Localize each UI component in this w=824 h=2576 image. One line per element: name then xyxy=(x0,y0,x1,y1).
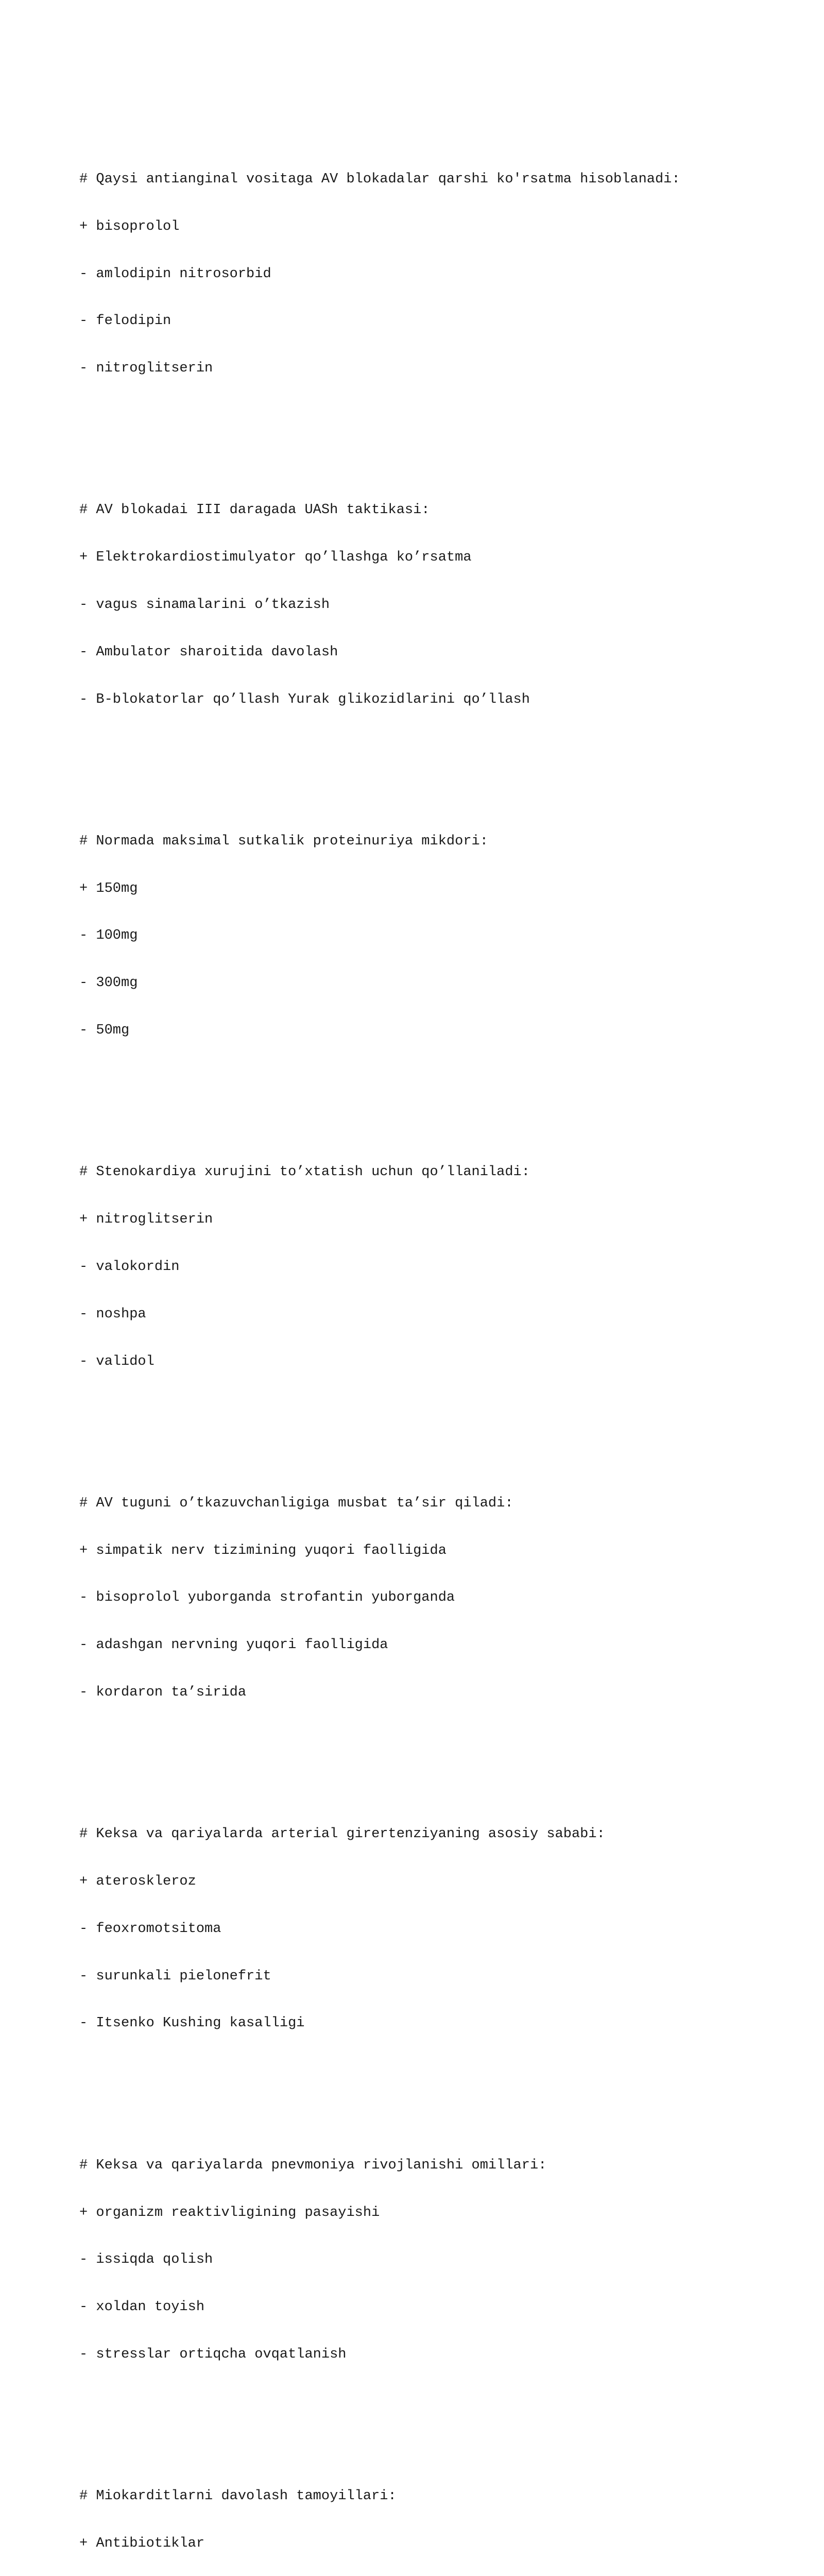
question-block-8 xyxy=(79,2457,749,2576)
answer-option: + Antibiotiklar xyxy=(79,2536,205,2552)
answer-option: - B-blokatorlar qo’llash Yurak glikozidlarini qo’llash xyxy=(79,691,530,707)
answer-option: + 150mg xyxy=(79,880,138,896)
question-block-4 xyxy=(79,1133,749,1401)
answer-option: - 50mg xyxy=(79,1023,130,1039)
answer-option: - nitroglitserin xyxy=(79,361,213,377)
question-text: # Keksa va qariyalarda arterial girertenziyaning asosiy sababi: xyxy=(79,1826,605,1842)
question-text: # Normada maksimal sutkalik proteinuriya mikdori: xyxy=(79,833,488,849)
answer-option: - amlodipin nitrosorbid xyxy=(79,266,271,282)
question-text: # Keksa va qariyalarda pnevmoniya rivojlanishi omillari: xyxy=(79,2157,547,2173)
answer-option: - felodipin xyxy=(79,313,171,329)
answer-option: - stresslar ortiqcha ovqatlanish xyxy=(79,2346,347,2362)
answer-option: - noshpa xyxy=(79,1306,146,1322)
answer-option: - issiqda qolish xyxy=(79,2252,213,2268)
answer-option: - surunkali pielonefrit xyxy=(79,1968,271,1984)
question-block-2 xyxy=(79,471,749,739)
answer-option: - 100mg xyxy=(79,928,138,944)
document-content xyxy=(79,93,749,2576)
question-block-6 xyxy=(79,1795,749,2063)
answer-option: - validol xyxy=(79,1353,154,1369)
answer-option: - valokordin xyxy=(79,1259,180,1275)
answer-option: - xoldan toyish xyxy=(79,2299,205,2315)
answer-option: - feoxromotsitoma xyxy=(79,1921,221,1937)
answer-option: - Itsenko Kushing kasalligi xyxy=(79,2015,305,2031)
answer-option: - kordaron ta’sirida xyxy=(79,1684,247,1700)
question-text: # Miokarditlarni davolash tamoyillari: xyxy=(79,2488,397,2504)
question-block-1 xyxy=(79,140,749,408)
question-block-7 xyxy=(79,2126,749,2394)
question-text: # Stenokardiya xurujini to’xtatish uchun qo’llaniladi: xyxy=(79,1164,530,1180)
question-text: # AV tuguni o’tkazuvchanligiga musbat ta’sir qiladi: xyxy=(79,1495,513,1511)
answer-option: + organizm reaktivligining pasayishi xyxy=(79,2205,380,2221)
answer-option: + ateroskleroz xyxy=(79,1874,196,1890)
answer-option: - adashgan nervning yuqori faolligida xyxy=(79,1637,388,1653)
answer-option: - 300mg xyxy=(79,975,138,991)
question-text: # Qaysi antianginal vositaga AV blokadalar qarshi ko'rsatma hisoblanadi: xyxy=(79,171,680,187)
answer-option: + Elektrokardiostimulyator qo’llashga ko’rsatma xyxy=(79,550,472,566)
answer-option: + bisoprolol xyxy=(79,218,180,234)
question-block-3 xyxy=(79,802,749,1070)
answer-option: - Ambulator sharoitida davolash xyxy=(79,644,338,660)
answer-option: - bisoprolol yuborganda strofantin yuborganda xyxy=(79,1590,455,1606)
answer-option: - vagus sinamalarini o’tkazish xyxy=(79,597,330,613)
question-text: # AV blokadai III daragada UASh taktikasi: xyxy=(79,502,430,518)
answer-option: + nitroglitserin xyxy=(79,1212,213,1228)
answer-option: + simpatik nerv tizimining yuqori faolligida xyxy=(79,1543,447,1558)
question-block-5 xyxy=(79,1464,749,1732)
